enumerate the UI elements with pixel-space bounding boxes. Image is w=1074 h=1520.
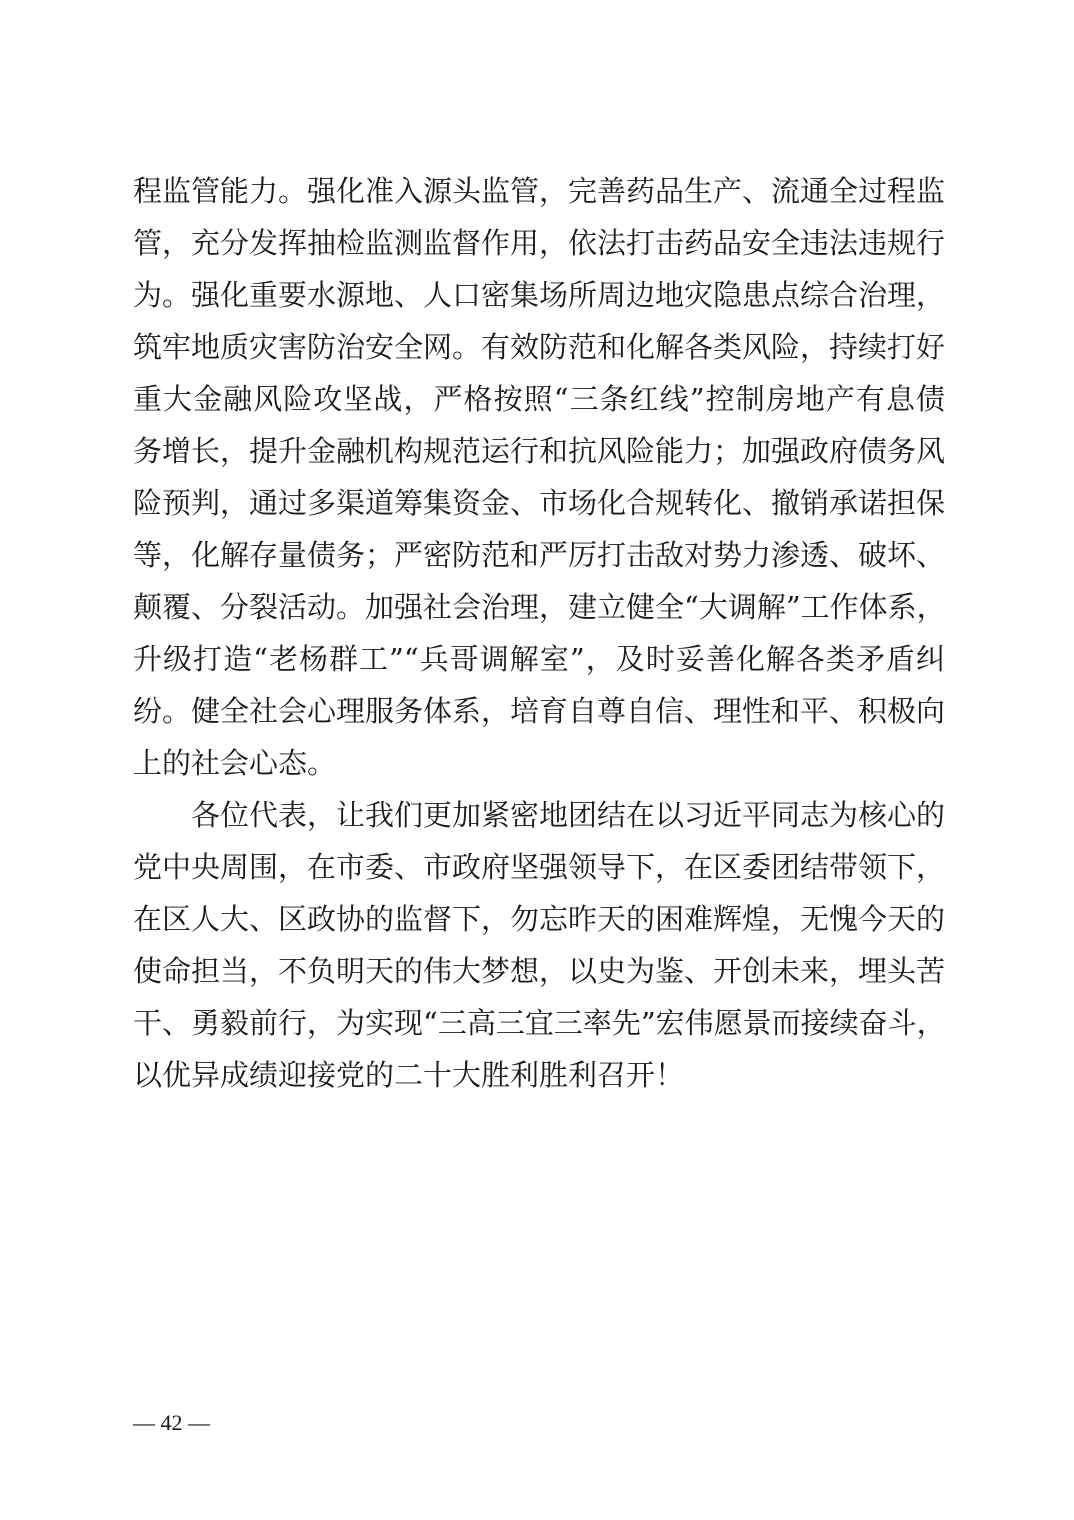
text-line: 管，充分发挥抽检监测监督作用，依法打击药品安全违法违规行 xyxy=(133,226,946,260)
page-number: — 42 — xyxy=(133,1410,210,1435)
text-line: 使命担当，不负明天的伟大梦想，以史为鉴、开创未来，埋头苦 xyxy=(133,954,946,988)
text-line: 干、勇毅前行，为实现“三高三宜三率先”宏伟愿景而接续奋斗， xyxy=(133,1006,946,1040)
text-line: 务增长，提升金融机构规范运行和抗风险能力；加强政府债务风 xyxy=(133,434,946,468)
text-line: 险预判，通过多渠道筹集资金、市场化合规转化、撤销承诺担保 xyxy=(133,486,946,520)
text-line: 各位代表，让我们更加紧密地团结在以习近平同志为核心的 xyxy=(133,798,946,832)
text-line: 等，化解存量债务；严密防范和严厉打击敌对势力渗透、破坏、 xyxy=(133,538,946,572)
text-line: 在区人大、区政协的监督下，勿忘昨天的困难辉煌，无愧今天的 xyxy=(133,902,946,936)
text-line: 程监管能力。强化准入源头监管，完善药品生产、流通全过程监 xyxy=(133,174,946,208)
text-line: 党中央周围，在市委、市政府坚强领导下，在区委团结带领下， xyxy=(133,850,946,884)
body-text xyxy=(133,165,945,1101)
text-line: 升级打造“老杨群工”“兵哥调解室”，及时妥善化解各类矛盾纠 xyxy=(133,642,945,676)
text-line: 为。强化重要水源地、人口密集场所周边地灾隐患点综合治理， xyxy=(133,278,946,312)
paragraph-closing-remarks xyxy=(133,789,945,1101)
text-line: 纷。健全社会心理服务体系，培育自尊自信、理性和平、积极向 xyxy=(133,694,946,728)
text-line: 筑牢地质灾害防治安全网。有效防范和化解各类风险，持续打好 xyxy=(133,330,946,364)
text-line: 上的社会心态。 xyxy=(133,746,337,780)
text-line: 重大金融风险攻坚战，严格按照“三条红线”控制房地产有息债 xyxy=(133,382,945,416)
paragraph-risk-governance xyxy=(133,165,945,789)
text-line: 颠覆、分裂活动。加强社会治理，建立健全“大调解”工作体系， xyxy=(133,590,946,624)
text-line: 以优异成绩迎接党的二十大胜利胜利召开！ xyxy=(133,1058,685,1092)
